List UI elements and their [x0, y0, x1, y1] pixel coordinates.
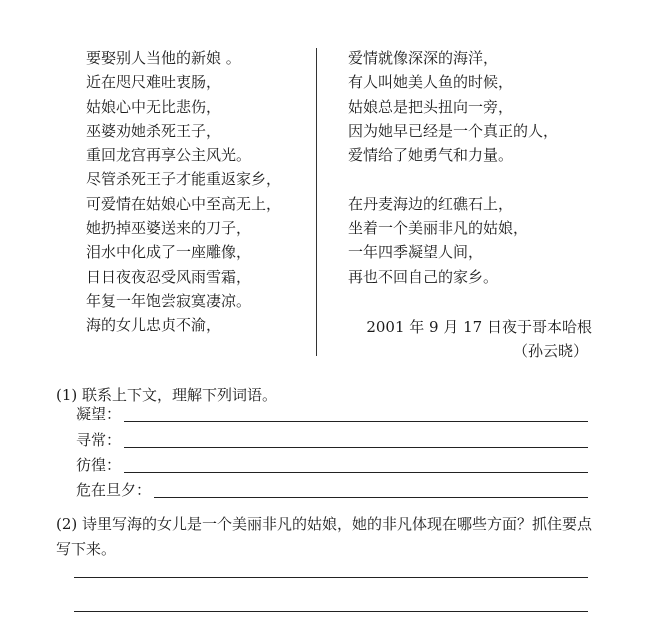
poem-line: 一年四季凝望人间， — [348, 243, 484, 262]
answer-line[interactable] — [124, 429, 588, 448]
question-1-text: (1) 联系上下文，理解下列词语。 — [56, 386, 278, 404]
poem-line: 因为她早已经是一个真正的人， — [348, 121, 559, 140]
vocab-row — [76, 430, 588, 452]
vocab-row — [76, 480, 588, 502]
poem-date: 2001 年 9 月 17 日夜于哥本哈根 — [366, 318, 592, 336]
poem-line: 年复一年饱尝寂寞凄凉。 — [86, 291, 252, 310]
poem-line: 姑娘总是把头扭向一旁， — [348, 97, 514, 116]
answer-line[interactable] — [154, 479, 588, 498]
poem-line: 重回龙宫再享公主风光。 — [86, 146, 252, 165]
poem-line: 日日夜夜忍受风雨雪霜， — [86, 267, 252, 286]
poem-line: 她扔掉巫婆送来的刀子， — [86, 219, 252, 238]
vocab-row — [76, 455, 588, 477]
poem-line: 有人叫她美人鱼的时候， — [348, 73, 514, 92]
poem-line: 再也不回自己的家乡。 — [348, 267, 499, 286]
vocab-term: 寻常： — [76, 431, 122, 449]
poem-line: 爱情给了她勇气和力量。 — [348, 146, 514, 165]
poem-author: （孙云晓） — [512, 342, 588, 360]
poem-line: 爱情就像深深的海洋， — [348, 49, 499, 67]
vocab-term: 凝望： — [76, 405, 122, 423]
poem-line: 姑娘心中无比悲伤， — [86, 97, 222, 116]
poem-line: 尽管杀死王子才能重返家乡， — [86, 170, 282, 189]
poem-line: 要娶别人当他的新娘 。 — [86, 49, 241, 67]
poem-line: 海的女儿忠贞不渝， — [86, 316, 222, 335]
poem-line: 巫婆劝她杀死王子， — [86, 121, 222, 140]
vocab-term: 危在旦夕： — [76, 481, 152, 499]
poem-line: 泪水中化成了一座雕像， — [86, 243, 252, 262]
vocab-row — [76, 404, 588, 426]
answer-line[interactable] — [124, 403, 588, 422]
poem-line: 在丹麦海边的红礁石上， — [348, 194, 514, 213]
poem-line: 可爱情在姑娘心中至高无上， — [86, 194, 282, 213]
poem-right-column — [348, 46, 558, 289]
poem-line: 近在咫尺难吐衷肠， — [86, 73, 222, 92]
answer-line[interactable] — [124, 454, 588, 473]
question-2-text: (2) 诗里写海的女儿是一个美丽非凡的姑娘，她的非凡体现在哪些方面？抓住要点写下来。 — [56, 515, 593, 558]
poem-left-column — [86, 46, 281, 338]
poem-line: 坐着一个美丽非凡的姑娘， — [348, 219, 529, 238]
vocab-term: 彷徨： — [76, 456, 122, 474]
answer-line[interactable] — [74, 611, 588, 612]
column-divider — [316, 48, 317, 356]
stanza-gap — [348, 167, 558, 191]
answer-line[interactable] — [74, 577, 588, 578]
